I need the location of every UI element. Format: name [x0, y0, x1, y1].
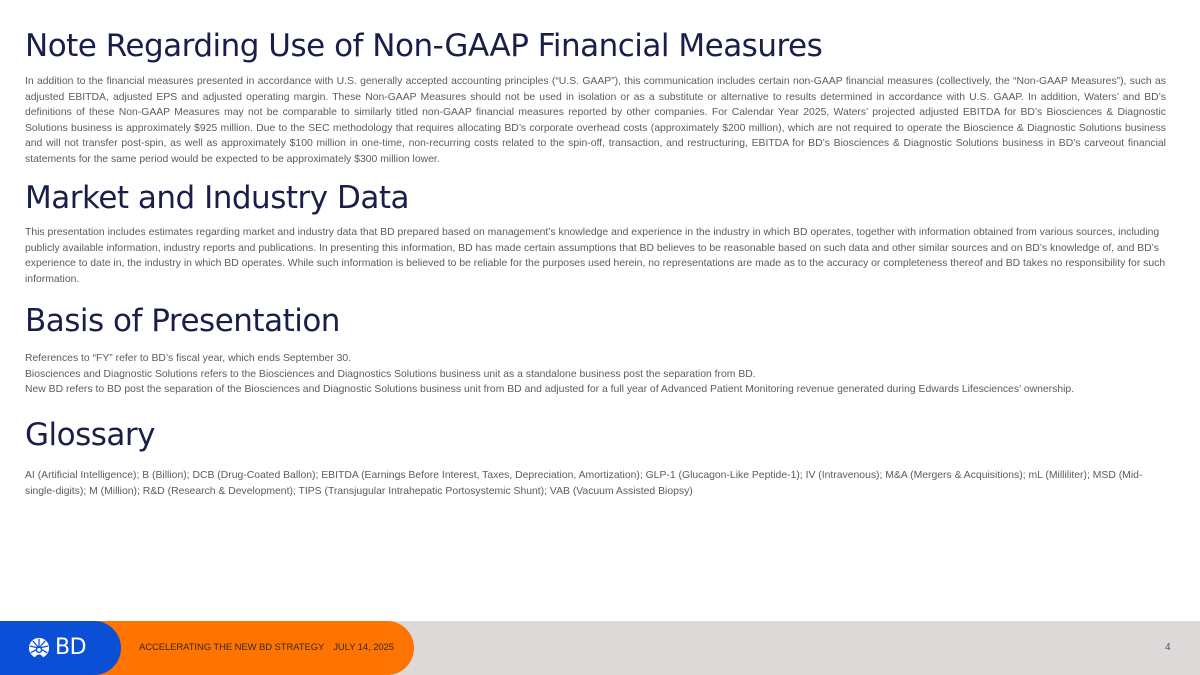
footer-caption: [139, 642, 394, 653]
slide-footer: [0, 621, 1200, 675]
bd-logo-text: BD: [55, 635, 87, 660]
paragraph: In addition to the financial measures presented in accordance with U.S. generally accepted accounting principles (“U.S. GAAP”), this communication includes certain non-GAAP financial measures (collectively, the “Non-GAAP Measures”), such as adjusted EBITDA, adjusted EPS and adjusted operating margin. These Non-GAAP Measures should not be used in isolation or as a substitute or alternative to results determined in accordance with U.S. GAAP. In addition, Waters’ and BD’s definitions of these Non-GAAP Measures may not be comparable to similarly titled non-GAAP financial measures reported by other companies. For Calendar Year 2025, Waters’ projected adjusted EBITDA for BD’s Biosciences & Diagnostic Solutions business is approximately $925 million. Due to the SEC methodology that requires allocating BD’s corporate overhead costs (approximately $200 million), which are not required to operate the Bioscience & Diagnostic Solutions business and will not transfer post-spin, as well as approximately $100 million in one-time, non-recurring costs related to the spin-off, transaction, and restructuring, EBITDA for BD’s Biosciences & Diagnostic Solutions business in BD’s carveout financial statements for the same period would be expected to be approximately $300 million lower.: [25, 76, 1166, 165]
presentation-date: JULY 14, 2025: [333, 642, 394, 653]
page-number: 4: [1165, 642, 1171, 653]
paragraph: New BD refers to BD post the separation of the Biosciences and Diagnostic Solutions business unit from BD and adjusted for a full year of Advanced Patient Monitoring revenue generated during Edwards Lifesciences’ ownership.: [25, 384, 1075, 396]
presentation-title: ACCELERATING THE NEW BD STRATEGY: [139, 642, 325, 653]
section-body-non-gaap: [25, 74, 1166, 168]
section-title-glossary: Glossary: [25, 417, 155, 453]
paragraph: Biosciences and Diagnostic Solutions refers to the Biosciences and Diagnostics Solutions business unit as a standalone business post the separation from BD.: [25, 368, 756, 380]
section-title-non-gaap: Note Regarding Use of Non-GAAP Financial Measures: [25, 28, 823, 64]
paragraph: This presentation includes estimates regarding market and industry data that BD prepared based on management’s knowledge and experience in the industry in which BD operates, together with information obtained from various sources, including publicly available information, industry reports and publications. In presenting this information, BD has made certain assumptions that BD believes to be reasonable based on such data and other similar sources and on BD’s knowledge of, and BD’s experience to date in, the industry in which BD operates. While such information is believed to be reliable for the purposes used herein, no representations are made as to the accuracy or completeness thereof and BD takes no responsibility for such information.: [25, 227, 1166, 285]
section-body-market-data: [25, 225, 1166, 287]
paragraph: References to “FY” refer to BD’s fiscal year, which ends September 30.: [25, 353, 352, 364]
section-title-basis-of-presentation: Basis of Presentation: [25, 303, 340, 339]
section-title-market-data: Market and Industry Data: [25, 180, 409, 216]
paragraph: AI (Artificial Intelligence); B (Billion); DCB (Drug-Coated Ballon); EBITDA (Earnings Before Interest, Taxes, Depreciation, Amortization); GLP-1 (Glucagon-Like Peptide-1); IV (Intravenous); M&A (Mergers & Acquisitions); mL (Milliliter); MSD (Mid-single-digits); M (Million); R&D (Research & Development); TIPS (Transjugular Intrahepatic Portosystemic Shunt); VAB (Vacuum Assisted Biopsy): [25, 470, 1143, 497]
section-body-basis-of-presentation: [25, 351, 1166, 398]
section-body-glossary: [25, 468, 1166, 499]
bd-sunburst-logo-icon: [28, 637, 50, 659]
footer-logo-band: [0, 621, 121, 675]
